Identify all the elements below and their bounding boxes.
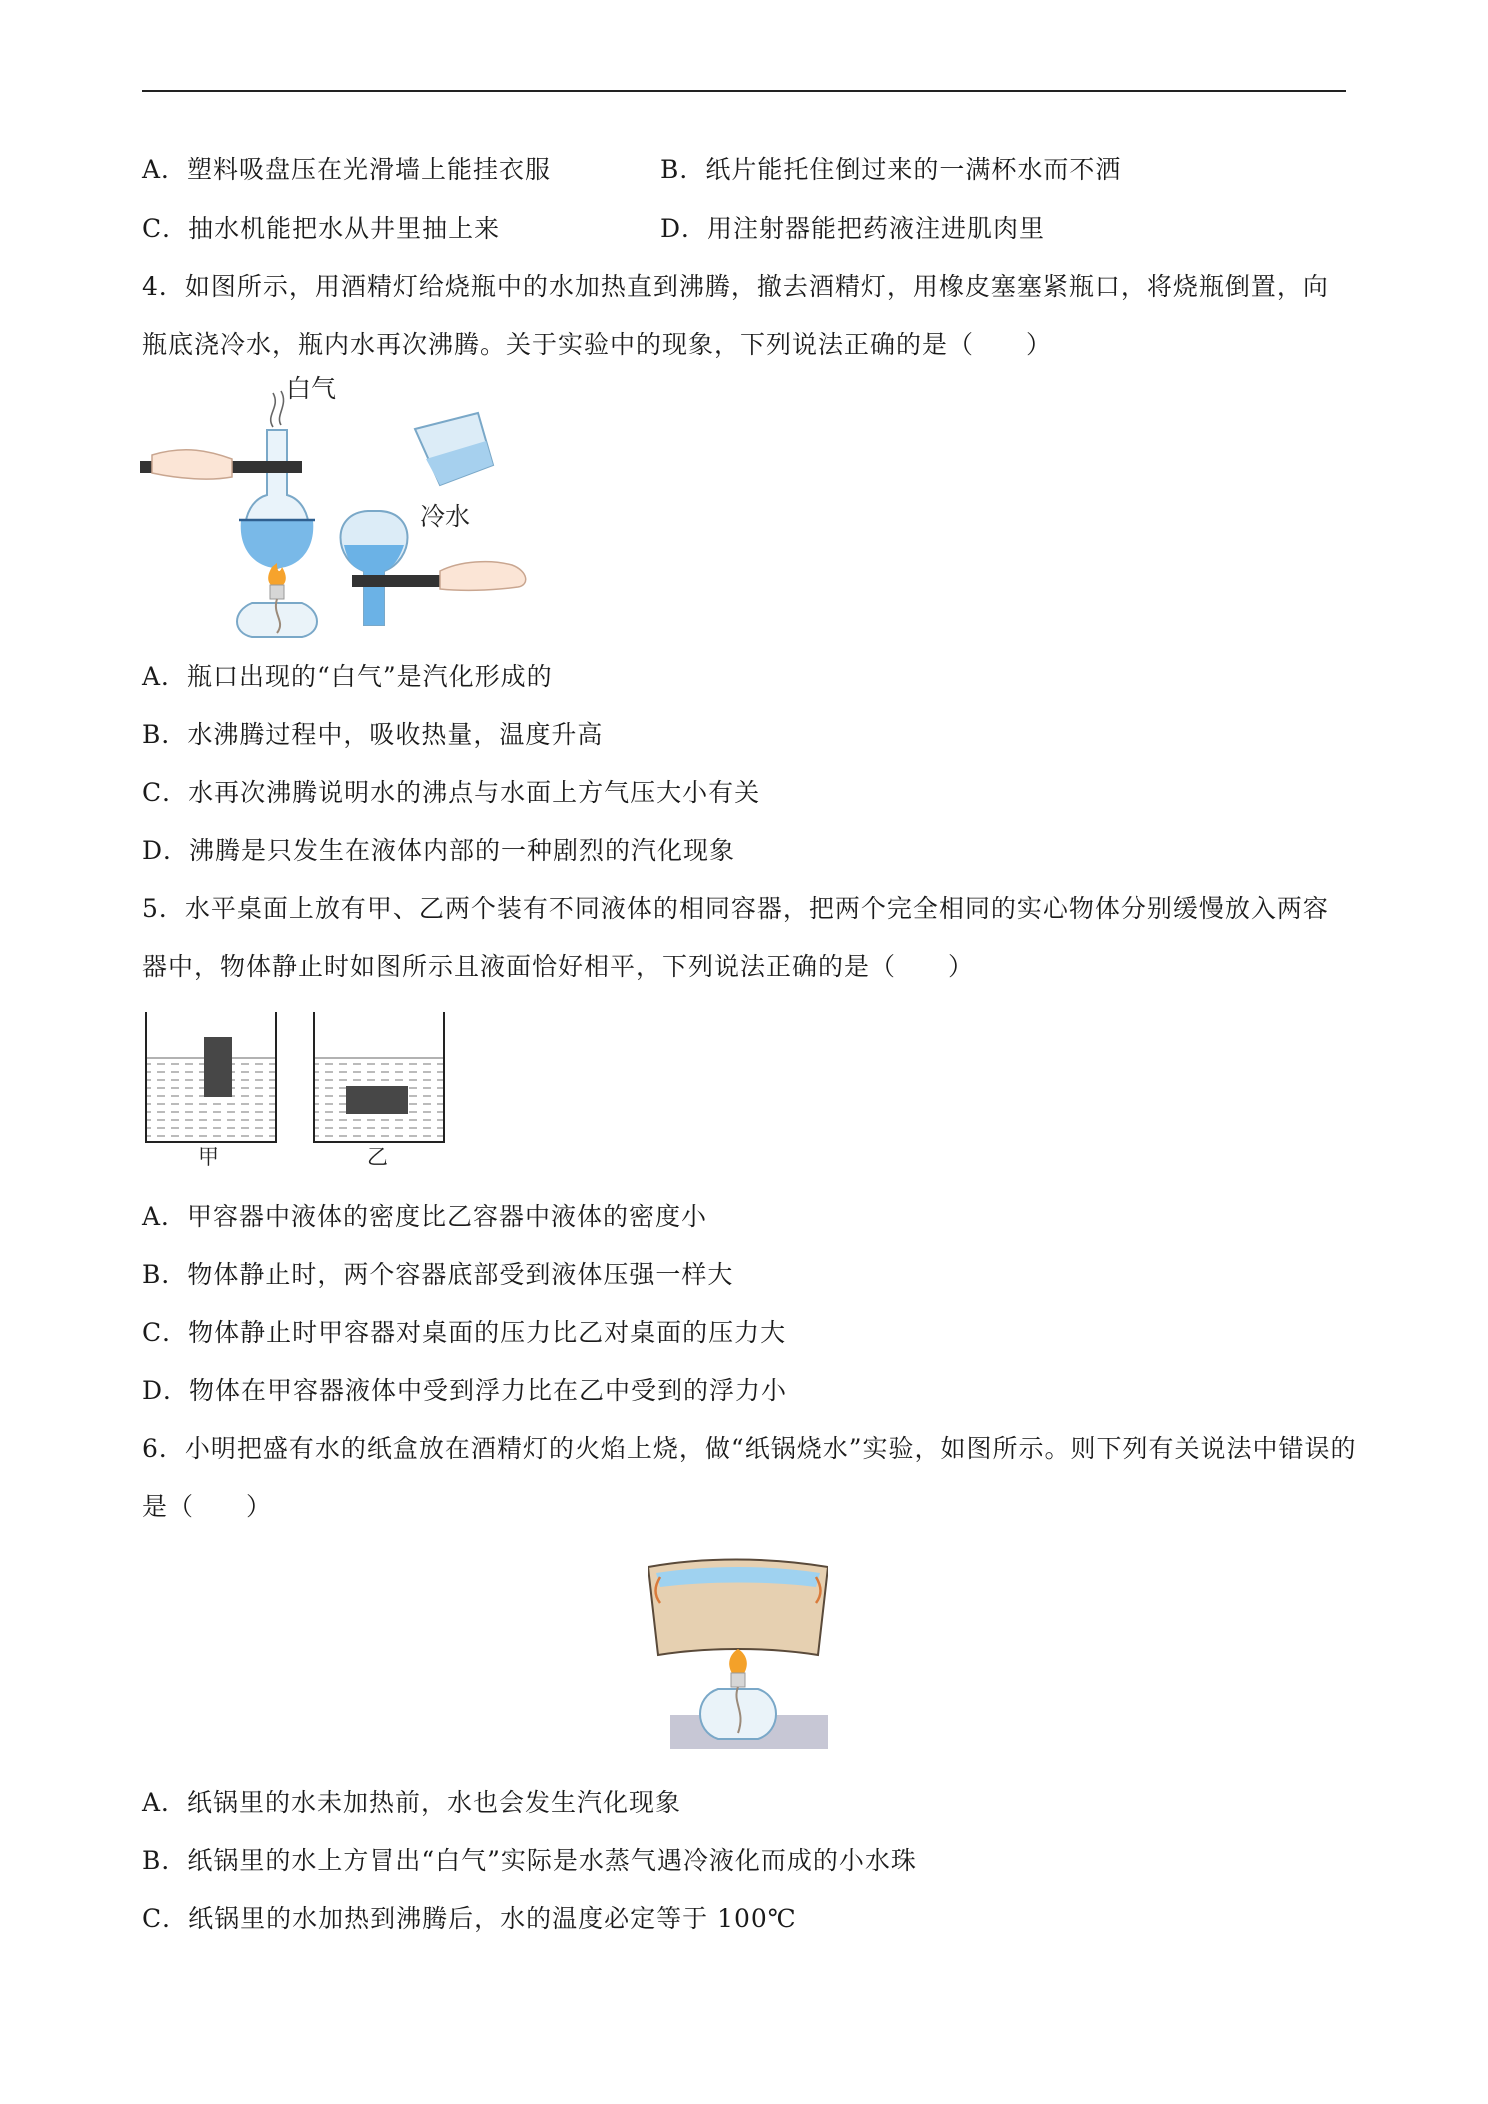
steam-wisps xyxy=(271,391,284,427)
q6-option-a[interactable]: A．纸锅里的水未加热前，水也会发生汽化现象 xyxy=(142,1788,682,1817)
q5-option-b[interactable]: B．物体静止时，两个容器底部受到液体压强一样大 xyxy=(142,1260,734,1289)
steam-label: 白气 xyxy=(286,375,337,403)
header-rule xyxy=(142,90,1346,92)
alcohol-lamp-left xyxy=(237,563,317,637)
q5-containers-figure xyxy=(142,1012,452,1172)
container-jia xyxy=(146,1012,276,1142)
q6-option-c[interactable]: C．纸锅里的水加热到沸腾后，水的温度必定等于 100℃ xyxy=(142,1904,797,1933)
hand-left xyxy=(152,450,232,479)
q6-option-b[interactable]: B．纸锅里的水上方冒出“白气”实际是水蒸气遇冷液化而成的小水珠 xyxy=(142,1846,917,1875)
alcohol-lamp xyxy=(700,1649,776,1739)
q6-stem-line2: 是（ ） xyxy=(142,1492,273,1521)
q5-stem-line2: 器中，物体静止时如图所示且液面恰好相平，下列说法正确的是（ ） xyxy=(142,952,975,981)
q3-option-d[interactable]: D．用注射器能把药液注进肌肉里 xyxy=(660,214,1046,243)
q3-option-b[interactable]: B．纸片能托住倒过来的一满杯水而不洒 xyxy=(660,155,1122,184)
cold-water-label: 冷水 xyxy=(420,502,471,531)
q6-stem-line1: 6．小明把盛有水的纸盒放在酒精灯的火焰上烧，做“纸锅烧水”实验，如图所示。则下列有关说法中错误的 xyxy=(142,1434,1357,1463)
q3-option-a[interactable]: A．塑料吸盘压在光滑墙上能挂衣服 xyxy=(142,155,552,184)
paper-box xyxy=(648,1560,828,1656)
q3-option-c[interactable]: C．抽水机能把水从井里抽上来 xyxy=(142,214,501,243)
object-yi xyxy=(346,1086,408,1114)
q4-option-a[interactable]: A．瓶口出现的“白气”是汽化形成的 xyxy=(142,662,553,691)
flask-inverted xyxy=(341,511,408,625)
q5-stem-line1: 5．水平桌面上放有甲、乙两个装有不同液体的相同容器，把两个完全相同的实心物体分别缓慢放入两容 xyxy=(142,894,1329,923)
q4-option-c[interactable]: C．水再次沸腾说明水的沸点与水面上方气压大小有关 xyxy=(142,778,761,807)
container-yi-label: 乙 xyxy=(367,1145,388,1169)
q4-option-b[interactable]: B．水沸腾过程中，吸收热量，温度升高 xyxy=(142,720,604,749)
q5-option-a[interactable]: A．甲容器中液体的密度比乙容器中液体的密度小 xyxy=(142,1202,708,1231)
q4-option-d[interactable]: D．沸腾是只发生在液体内部的一种剧烈的汽化现象 xyxy=(142,836,736,865)
q4-stem-line2: 瓶底浇冷水，瓶内水再次沸腾。关于实验中的现象，下列说法正确的是（ ） xyxy=(142,330,1053,359)
q6-paper-pot-figure xyxy=(648,1555,828,1749)
hand-right xyxy=(440,562,526,591)
q4-boiling-flask-figure xyxy=(140,375,530,640)
container-yi xyxy=(314,1012,444,1142)
beaker-pouring xyxy=(415,413,493,485)
container-jia-label: 甲 xyxy=(198,1145,219,1169)
q5-option-d[interactable]: D．物体在甲容器液体中受到浮力比在乙中受到的浮力小 xyxy=(142,1376,788,1405)
q4-stem-line1: 4．如图所示，用酒精灯给烧瓶中的水加热直到沸腾，撤去酒精灯，用橡皮塞塞紧瓶口，将烧瓶倒置，向 xyxy=(142,272,1329,301)
q5-option-c[interactable]: C．物体静止时甲容器对桌面的压力比乙对桌面的压力大 xyxy=(142,1318,787,1347)
flask-left xyxy=(239,430,315,568)
object-jia xyxy=(204,1037,232,1097)
